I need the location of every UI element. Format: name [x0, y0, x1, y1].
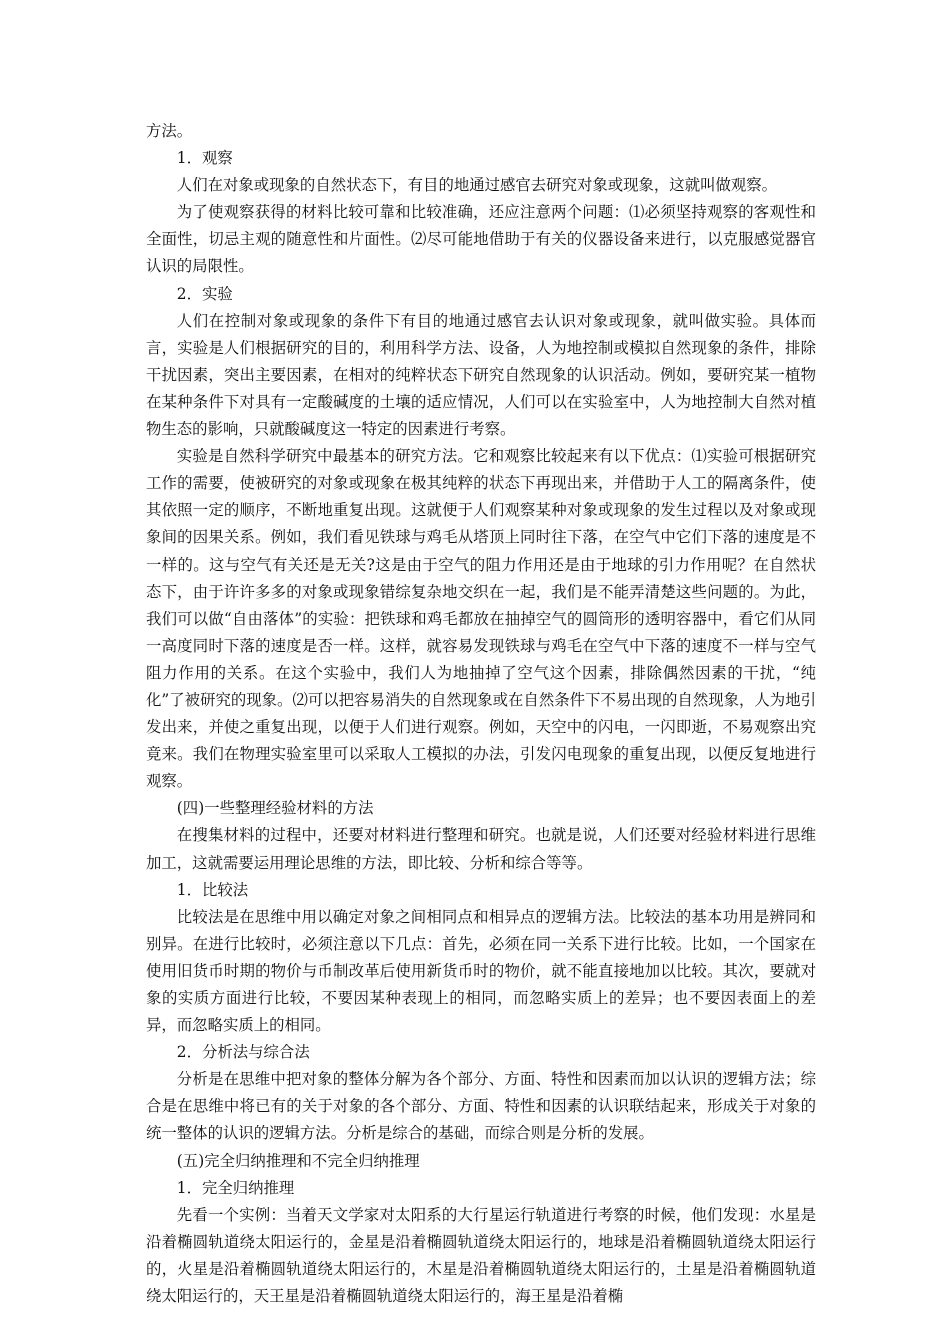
paragraph-section-four-intro: 在搜集材料的过程中，还要对材料进行整理和研究。也就是说，人们还要对经验材料进行思维加工，这就需要运用理论思维的方法，即比较、分析和综合等等。 — [146, 826, 816, 872]
heading-observation: 1．观察 — [176, 149, 233, 168]
paragraph-observation-notes: 为了使观察获得的材料比较可靠和比较准确，还应注意两个问题：⑴必须坚持观察的客观性和全面性，切忌主观的随意性和片面性。⑵尽可能地借助于有关的仪器设备来进行，以克服感觉器官认识的局限性。 — [146, 203, 816, 276]
heading-section-five: (五)完全归纳推理和不完全归纳推理 — [176, 1151, 420, 1170]
heading-comparison: 1．比较法 — [176, 880, 249, 899]
paragraph-observation-definition: 人们在对象或现象的自然状态下，有目的地通过感官去研究对象或现象，这就叫做观察。 — [176, 176, 778, 195]
paragraph-complete-induction-example: 先看一个实例：当着天文学家对太阳系的大行星运行轨道进行考察的时候，他们发现：水星是沿着椭圆轨道绕太阳运行的，金星是沿着椭圆轨道绕太阳运行的，地球是沿着椭圆轨道绕太阳运行的，火星是沿着椭圆轨道绕太阳运行的，木星是沿着椭圆轨道绕太阳运行的，土星是沿着椭圆轨道绕太阳运行的，天王星是沿着椭圆轨道绕太阳运行的，海王星是沿着椭 — [146, 1205, 816, 1306]
paragraph-comparison: 比较法是在思维中用以确定对象之间相同点和相异点的逻辑方法。比较法的基本功用是辨同和别异。在进行比较时，必须注意以下几点：首先，必须在同一关系下进行比较。比如，一个国家在使用旧货币时期的物价与币制改革后使用新货币时的物价，就不能直接地加以比较。其次，要就对象的实质方面进行比较，不要因某种表现上的相同，而忽略实质上的差异；也不要因表面上的差异，而忽略实质上的相同。 — [146, 907, 816, 1035]
paragraph-analysis-synthesis: 分析是在思维中把对象的整体分解为各个部分、方面、特性和因素而加以认识的逻辑方法；综合是在思维中将已有的关于对象的各个部分、方面、特性和因素的认识联结起来，形成关于对象的统一整体的认识的逻辑方法。分析是综合的基础，而综合则是分析的发展。 — [146, 1070, 816, 1143]
paragraph-experiment-definition: 人们在控制对象或现象的条件下有目的地通过感官去认识对象或现象，就叫做实验。具体而言，实验是人们根据研究的目的，利用科学方法、设备，人为地控制或模拟自然现象的条件，排除干扰因素，突出主要因素，在相对的纯粹状态下研究自然现象的认识活动。例如，要研究某一植物在某种条件下对具有一定酸碱度的土壤的适应情况，人们可以在实验室中，人为地控制大自然对植物生态的影响，只就酸碱度这一特定的因素进行考察。 — [146, 311, 816, 439]
document-body — [146, 118, 816, 1310]
heading-complete-induction: 1．完全归纳推理 — [176, 1178, 295, 1197]
paragraph-experiment-advantages: 实验是自然科学研究中最基本的研究方法。它和观察比较起来有以下优点：⑴实验可根据研究工作的需要，使被研究的对象或现象在极其纯粹的状态下再现出来，并借助于人工的隔离条件，使其依照一定的顺序，不断地重复出现。这就便于人们观察某种对象或现象的发生过程以及对象或现象间的因果关系。例如，我们看见铁球与鸡毛从塔顶上同时往下落，在空气中它们下落的速度是不一样的。这与空气有关还是无关?这是由于空气的阻力作用还是由于地球的引力作用呢？在自然状态下，由于许许多多的对象或现象错综复杂地交织在一起，我们是不能弄清楚这些问题的。为此，我们可以做“自由落体”的实验：把铁球和鸡毛都放在抽掉空气的圆筒形的透明容器中，看它们从同一高度同时下落的速度是否一样。这样，就容易发现铁球与鸡毛在空气中下落的速度不一样与空气阻力作用的关系。在这个实验中，我们人为地抽掉了空气这个因素，排除偶然因素的干扰，“纯化”了被研究的现象。⑵可以把容易消失的自然现象或在自然条件下不易出现的自然现象，人为地引发出来，并使之重复出现，以便于人们进行观察。例如，天空中的闪电，一闪即逝，不易观察出究竟来。我们在物理实验室里可以采取人工模拟的办法，引发闪电现象的重复出现，以便反复地进行观察。 — [146, 447, 816, 791]
paragraph-continuation: 方法。 — [146, 122, 193, 140]
heading-section-four: (四)一些整理经验材料的方法 — [176, 799, 374, 818]
heading-experiment: 2．实验 — [176, 284, 233, 303]
heading-analysis-synthesis: 2．分析法与综合法 — [176, 1043, 310, 1062]
